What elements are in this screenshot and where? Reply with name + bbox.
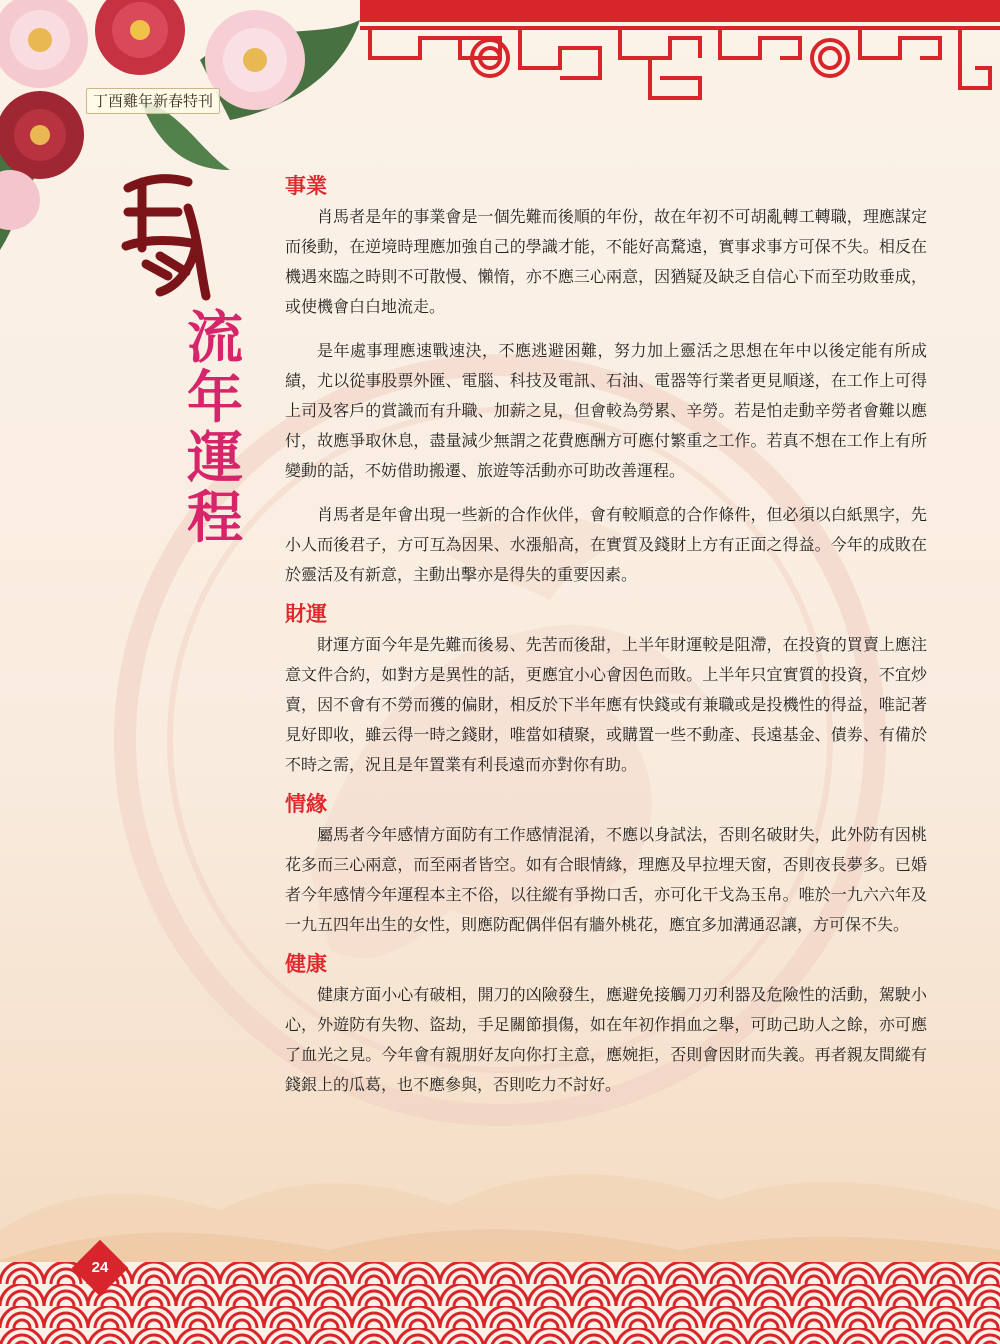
section-heading-romance: 情緣 (285, 792, 327, 816)
section-heading-health: 健康 (285, 952, 327, 976)
article-body (285, 170, 927, 1114)
paragraph: 財運方面今年是先難而後易、先苦而後甜，上半年財運較是阻滯，在投資的買賣上應注意文件合約，如對方是異性的話，更應宜小心會因色而敗。上半年只宜實質的投資，不宜炒賣，因不會有不勞而獲的偏財，相反於下半年應有快錢或有兼職或是投機性的得益，唯記著見好即收，雖云得一時之錢財，唯當如積聚，或購置一些不動產、長遠基金、債劵、有備於不時之需，況且是年置業有利長遠而亦對你有助。 (285, 635, 927, 774)
paragraph: 健康方面小心有破相，開刀的凶險發生，應避免接觸刀刃利器及危險性的活動，駕駛小心，外遊防有失物、盜劫，手足關節損傷，如在年初作捐血之舉，可助己助人之餘，亦可應了血光之見。今年會有親朋好友向你打主意，應婉拒，否則會因財而失義。再者親友間縱有錢銀上的瓜葛，也不應參與，否則吃力不討好。 (285, 985, 927, 1094)
section-heading-career: 事業 (285, 174, 327, 198)
title-char: 程 (187, 485, 243, 551)
issue-label: 丁酉雞年新春特刊 (86, 88, 220, 114)
page-number: 24 (91, 1259, 109, 1276)
paragraph: 肖馬者是年的事業會是一個先難而後順的年份，故在年初不可胡亂轉工轉職，理應謀定而後動，在逆境時理應加強自己的學識才能，不能好高騖遠，實事求事方可保不失。相反在機遇來臨之時則不可散慢、懶惰，亦不應三心兩意，因猶疑及缺乏自信心下而至功敗垂成，或使機會白白地流走。 (285, 207, 927, 316)
paragraph: 肖馬者是年會出現一些新的合作伙伴，會有較順意的合作條件，但必須以白紙黑字，先小人而後君子，方可互為因果、水漲船高，在實質及錢財上方有正面之得益。今年的成敗在於靈活及有新意，主動出擊亦是得失的重要因素。 (285, 505, 927, 584)
title-char: 年 (187, 365, 243, 431)
chinese-lattice-border (360, 18, 1000, 108)
paragraph: 是年處事理應速戰速決，不應逃避困難，努力加上靈活之思想在年中以後定能有所成績，尤以從事股票外匯、電腦、科技及電訊、石油、電器等行業者更見順遂，在工作上可得上司及客戶的賞識而有升職、加薪之見，但會較為勞累、辛勞。若是怕走動辛勞者會難以應付，故應爭取休息，盡量減少無謂之花費應酬方可應付繁重之工作。若真不想在工作上有所變動的話，不妨借助搬遷、旅遊等活動亦可助改善運程。 (285, 341, 927, 480)
title-char: 流 (187, 305, 243, 371)
paragraph: 屬馬者今年感情方面防有工作感情混淆，不應以身試法，否則名破財失，此外防有因桃花多而三心兩意，而至兩者皆空。如有合眼情緣，理應及早拉埋天窗，否則夜長夢多。已婚者今年感情今年運程本主不俗，以往縱有爭拗口舌，亦可化干戈為玉帛。唯於一九六六年及一九五四年出生的女性，則應防配偶伴侶有牆外桃花，應宜多加溝通忍讓，方可保不失。 (285, 825, 927, 934)
section-heading-wealth: 財運 (285, 602, 327, 626)
horse-seal-character (108, 168, 218, 308)
wave-pattern-border (0, 1262, 1000, 1344)
vertical-title (180, 305, 250, 551)
title-char: 運 (187, 425, 243, 491)
